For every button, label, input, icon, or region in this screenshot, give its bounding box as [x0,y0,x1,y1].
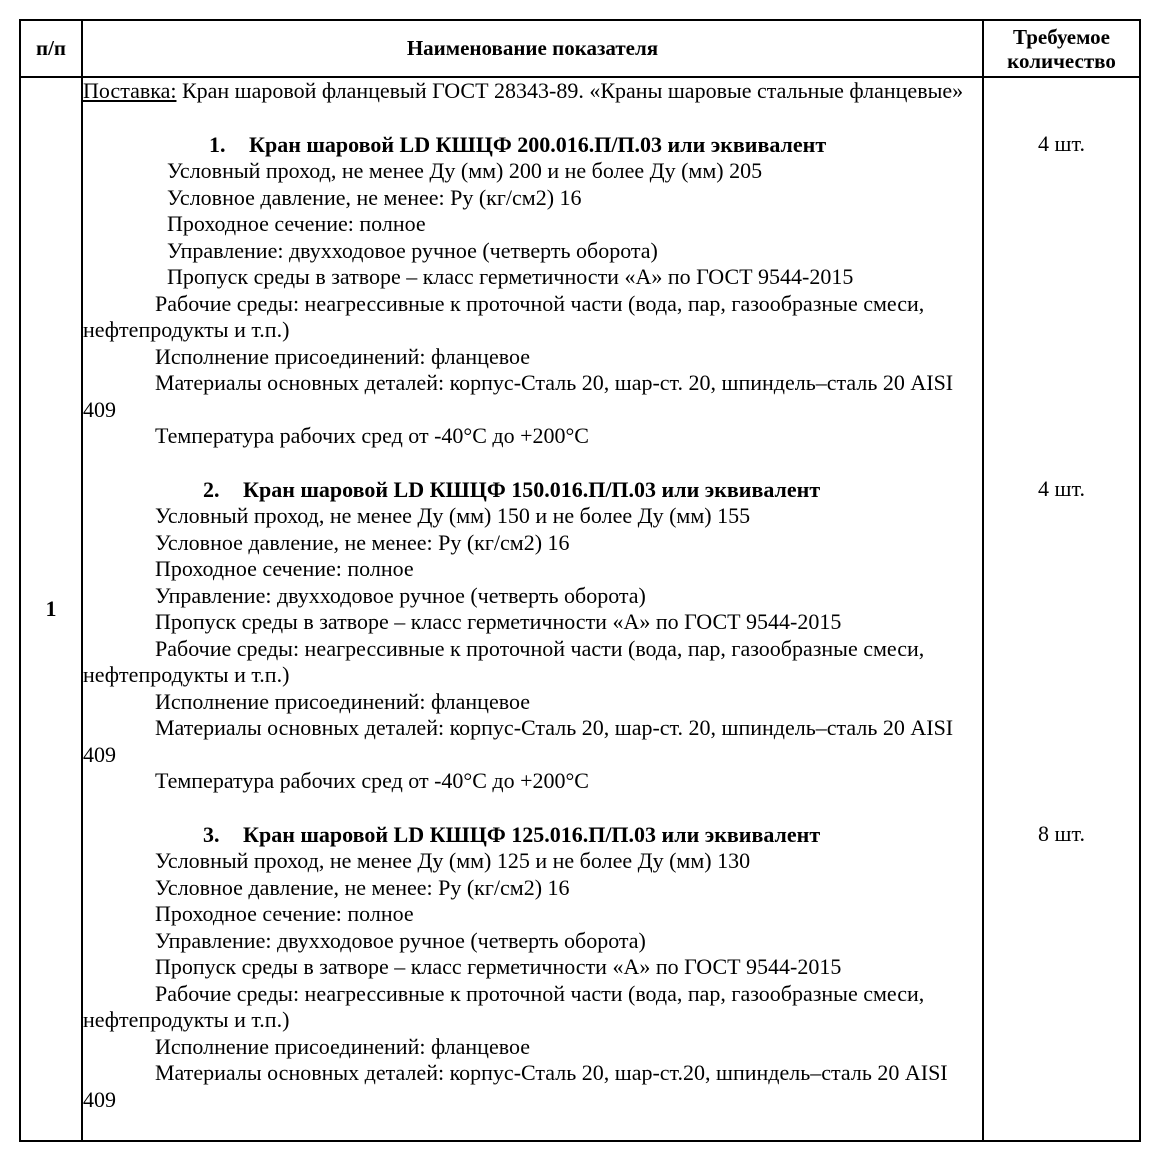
supply-paragraph [83,78,982,105]
item-spec-line: Температура рабочих сред от -40°С до +200°С [155,768,589,793]
item-spec-line: Условный проход, не менее Ду (мм) 125 и не более Ду (мм) 130 [155,848,751,873]
header-name: Наименование показателя [82,20,983,77]
item-spec-line: Материалы основных деталей: корпус-Сталь 20, шар-ст. 20, шпиндель–сталь 20 AISI 409 [83,370,954,422]
item-title-text: Кран шаровой LD КШЦФ 150.016.П/П.03 или эквивалент [243,476,821,502]
description-cell [82,77,983,1141]
item-spec-line: Управление: двухходовое ручное (четверть оборота) [155,927,646,953]
item-title-text: Кран шаровой LD КШЦФ 125.016.П/П.03 или эквивалент [243,821,821,847]
item-spec-line: Управление: двухходовое ручное (четверть оборота) [155,582,646,608]
item-spec-line: Исполнение присоединений: фланцевое [155,343,530,369]
item-quantity: 4 шт. [1038,130,1085,156]
item-number: 3. [203,821,220,847]
item-title [83,477,982,504]
item-spacer [83,795,982,822]
item-spec-line: Пропуск среды в затворе – класс герметичности «А» по ГОСТ 9544-2015 [155,609,842,634]
item-number: 1. [209,131,226,157]
item-spec-line: Исполнение присоединений: фланцевое [155,1033,530,1059]
item-title [83,822,982,849]
supply-label: Поставка: [83,78,177,103]
item-spec-line: Рабочие среды: неагрессивные к проточной части (вода, пар, газообразные смеси, нефтепродукты и т.п.) [83,290,925,342]
item-spec-line: Пропуск среды в затворе – класс герметичности «А» по ГОСТ 9544-2015 [155,954,842,979]
items-list [83,105,982,1114]
row-number: 1 [20,77,82,1141]
item-spec-line: Материалы основных деталей: корпус-Сталь 20, шар-ст. 20, шпиндель–сталь 20 AISI 409 [83,715,954,767]
item-quantity: 8 шт. [1038,820,1085,846]
item-spec-line: Проходное сечение: полное [155,556,414,581]
item-spec-line: Проходное сечение: полное [155,901,414,926]
header-row [20,20,1140,77]
item-spec-line: Материалы основных деталей: корпус-Сталь 20, шар-ст.20, шпиндель–сталь 20 AISI 409 [83,1060,948,1112]
item-spec-line: Исполнение присоединений: фланцевое [155,688,530,714]
item-spec-line: Условное давление, не менее: Ру (кг/см2) 16 [155,874,570,900]
item-quantity: 4 шт. [1038,475,1085,501]
item-spec-line: Управление: двухходовое ручное (четверть оборота) [167,237,658,263]
header-num: п/п [20,20,82,77]
item-spec-line: Рабочие среды: неагрессивные к проточной части (вода, пар, газообразные смеси, нефтепродукты и т.п.) [83,635,925,687]
item-spec-line: Условное давление, не менее: Ру (кг/см2) 16 [155,529,570,555]
item-spec-line: Пропуск среды в затворе – класс герметичности «А» по ГОСТ 9544-2015 [167,264,854,289]
item-spec-line: Условный проход, не менее Ду (мм) 200 и не более Ду (мм) 205 [167,158,763,183]
header-qty-line1: Требуемое [1013,24,1110,49]
quantity-cell [983,77,1140,1141]
item-number: 2. [203,476,220,502]
item-spec-line: Условный проход, не менее Ду (мм) 150 и не более Ду (мм) 155 [155,503,751,528]
header-qty [983,20,1140,77]
supply-text: Кран шаровой фланцевый ГОСТ 28343-89. «Краны шаровые стальные фланцевые» [176,78,964,103]
item-title [83,132,982,159]
item-spec-line: Проходное сечение: полное [167,211,426,236]
item-spacer [83,450,982,477]
table-row [20,77,1140,1141]
item-spacer [83,105,982,132]
header-qty-line2: количество [1007,48,1116,73]
item-title-text: Кран шаровой LD КШЦФ 200.016.П/П.03 или эквивалент [249,131,827,157]
item-spec-line: Температура рабочих сред от -40°С до +200°С [155,423,589,448]
item-spec-line: Рабочие среды: неагрессивные к проточной части (вода, пар, газообразные смеси, нефтепродукты и т.п.) [83,980,925,1032]
specification-table [19,19,1141,1142]
item-spec-line: Условное давление, не менее: Ру (кг/см2) 16 [167,184,582,210]
